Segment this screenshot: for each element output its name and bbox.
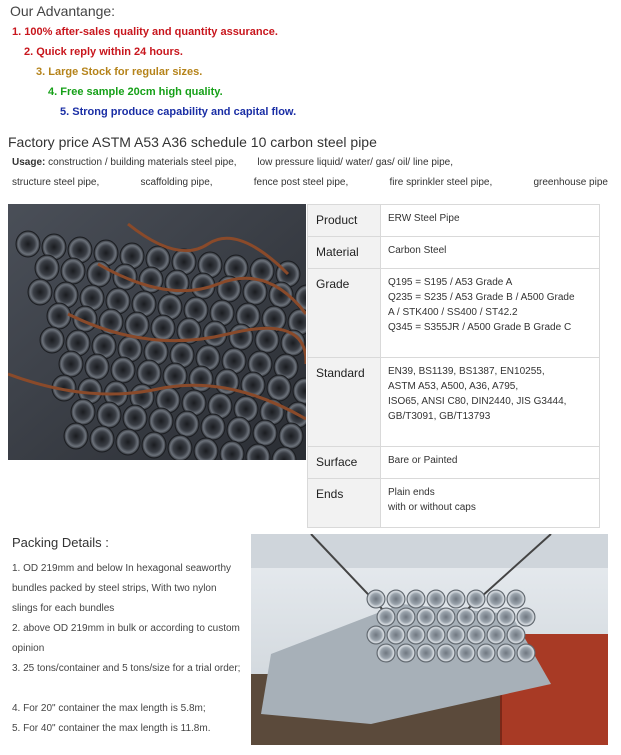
pipe-end [142,432,166,458]
pipe-end [437,644,455,662]
usage-line-2 [12,177,608,188]
pipe-end [487,626,505,644]
usage-item: fence post steel pipe, [253,177,349,188]
advantage-item-4: 4. Free sample 20cm high quality. [48,86,223,98]
pipe-end [477,644,495,662]
pipe-end [40,327,64,353]
pipe-end [487,590,505,608]
pipe-end [447,590,465,608]
pipe-end [16,231,40,257]
packing-item-2: 2. above OD 219mm in bulk or according to custom opinion [12,623,240,654]
pipe-end [64,423,88,449]
usage-item: low pressure liquid/ water/ gas/ oil/ line pipe, [257,157,454,168]
pipe-end [149,408,173,434]
pipe-end [397,644,415,662]
pipe-end [253,420,277,446]
pipe-end [387,626,405,644]
spec-table [307,204,600,528]
spec-value: Bare or Painted [381,447,600,479]
product-title: Factory price ASTM A53 A36 schedule 10 carbon steel pipe [8,134,377,150]
pipe-end [427,590,445,608]
spec-row-ends [308,479,600,528]
spec-value: Plain ends with or without caps [381,479,600,528]
packing-item-1: 1. OD 219mm and below In hexagonal seaworthy bundles packed by steel strips, With two nylon slings for each bundles [12,563,232,614]
pipe-end [125,312,149,338]
pipe-end [28,279,52,305]
spec-value: Q195 = S195 / A53 Grade A Q235 = S235 / A53 Grade B / A500 Grade A / STK400 / SS400 / ST42.2 Q345 = S355JR / A500 Grade B Grade C [381,269,600,358]
pipe-end [417,644,435,662]
spec-key: Surface [308,447,381,479]
pipe-end [477,608,495,626]
pipe-end [507,590,525,608]
pipe-end [517,608,535,626]
pipe-end [97,402,121,428]
packing-item-4: 4. For 20" container the max length is 5.8m; [12,703,206,714]
usage-label: Usage: [12,157,46,168]
pipe-end [255,327,279,353]
pipe-end [243,279,267,305]
pipe-end [229,324,253,350]
pipe-end [175,411,199,437]
spec-key: Grade [308,269,381,358]
pipe-end [467,626,485,644]
pipe-end [457,644,475,662]
pipe-end [437,608,455,626]
spec-row-surface [308,447,600,479]
spec-key: Standard [308,358,381,447]
pipe-end [279,423,303,449]
advantage-item-1: 1. 100% after-sales quality and quantity assurance. [12,26,278,38]
spec-row-standard [308,358,600,447]
usage-item: scaffolding pipe, [140,177,213,188]
usage-item: construction / building materials steel pipe, [48,157,237,168]
pipe-end [189,366,213,392]
pipe-end [517,644,535,662]
spec-row-material [308,237,600,269]
usage-item: structure steel pipe, [12,177,100,188]
pipe-end [71,399,95,425]
pipe-end [47,303,71,329]
packing-item-5: 5. For 40" container the max length is 11.8m. [12,723,211,734]
advantage-item-3: 3. Large Stock for regular sizes. [36,66,203,78]
pipe-end [387,590,405,608]
pipe-stack-photo [8,204,306,460]
spec-value: ERW Steel Pipe [381,205,600,237]
pipe-end [137,360,161,386]
pipe-end [90,426,114,452]
usage-line-1 [12,157,453,168]
container-loading-photo [251,534,608,745]
pipe-end [267,375,291,401]
pipe-end [377,644,395,662]
usage-item: greenhouse pipe [533,177,608,188]
pipe-end [168,435,192,460]
pipe-end [497,608,515,626]
spec-key: Material [308,237,381,269]
pipe-end [507,626,525,644]
advantage-item-2: 2. Quick reply within 24 hours. [24,46,183,58]
pipe-end [116,429,140,455]
pipe-end [447,626,465,644]
pipe-end [123,405,147,431]
spec-value: Carbon Steel [381,237,600,269]
pipe-end [61,258,85,284]
pipe-end [35,255,59,281]
packing-item-3: 3. 25 tons/container and 5 tons/size for a trial order; [12,663,241,674]
spec-key: Product [308,205,381,237]
pipe-end [201,414,225,440]
packing-title: Packing Details : [12,535,109,550]
pipe-end [417,608,435,626]
spec-row-grade [308,269,600,358]
pipe-end [85,354,109,380]
pipe-end [377,608,395,626]
pipe-end [151,315,175,341]
spec-value: EN39, BS1139, BS1387, EN10255, ASTM A53, A500, A36, A795, ISO65, ANSI C80, DIN2440, JIS G3444, GB/T3091, GB/T13793 [381,358,600,447]
pipe-end [367,590,385,608]
pipe-end [227,417,251,443]
pipe-end [407,626,425,644]
spec-key: Ends [308,479,381,528]
pipe-end [397,608,415,626]
pipe-end [194,438,218,460]
pipe-end [497,644,515,662]
pipe-end [407,590,425,608]
pipe-end [111,357,135,383]
usage-item: fire sprinkler steel pipe, [389,177,493,188]
pipe-end [467,590,485,608]
pipe-end [367,626,385,644]
pipe-end [457,608,475,626]
pipe-end [59,351,83,377]
advantage-item-5: 5. Strong produce capability and capital flow. [60,106,297,118]
pipe-end [427,626,445,644]
advantage-title: Our Advantange: [10,3,116,19]
spec-row-product [308,205,600,237]
